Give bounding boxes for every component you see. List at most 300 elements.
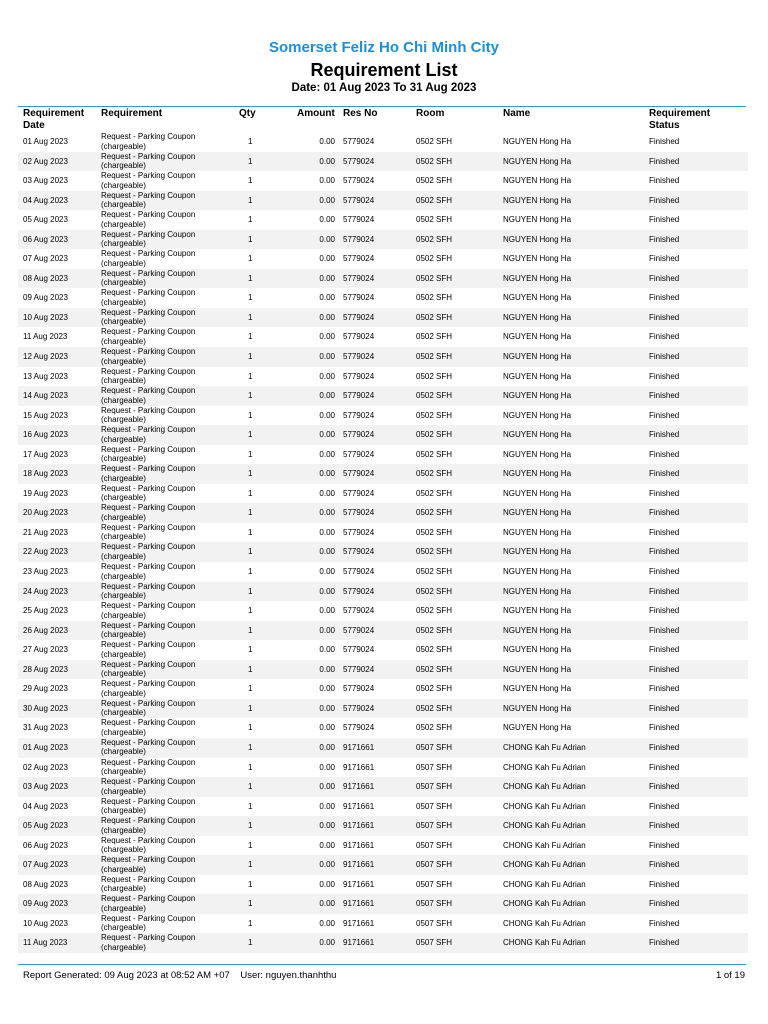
requirement-line-2: (chargeable): [101, 708, 146, 718]
requirement-line-2: (chargeable): [101, 473, 146, 483]
cell-name: NGUYEN Hong Ha: [503, 371, 572, 381]
cell-res-no: 9171661: [343, 801, 375, 811]
cell-amount: 0.00: [319, 410, 335, 420]
cell-status: Finished: [649, 137, 680, 146]
requirement-line-1: Request - Parking Coupon: [101, 171, 196, 181]
requirement-line-1: Request - Parking Coupon: [101, 835, 196, 845]
cell-date: 01 Aug 2023: [23, 137, 68, 146]
cell-requirement: [101, 621, 195, 640]
cell-room: 0502 SFH: [416, 410, 453, 420]
cell-status: Finished: [649, 449, 680, 459]
requirement-line-1: Request - Parking Coupon: [101, 249, 196, 259]
requirement-line-2: (chargeable): [101, 688, 146, 698]
requirement-line-2: (chargeable): [101, 884, 146, 894]
cell-res-no: 5779024: [343, 410, 375, 420]
cell-name: NGUYEN Hong Ha: [503, 703, 572, 713]
requirement-line-1: Request - Parking Coupon: [101, 874, 196, 884]
cell-room: 0502 SFH: [416, 586, 453, 596]
cell-name: CHONG Kah Fu Adrian: [503, 938, 586, 948]
cell-name: NGUYEN Hong Ha: [503, 254, 572, 264]
table-row: [18, 718, 748, 738]
cell-qty: 1: [248, 742, 253, 752]
cell-room: 0502 SFH: [416, 156, 453, 166]
requirement-line-2: (chargeable): [101, 903, 146, 913]
col-header-requirement: Requirement: [101, 108, 163, 119]
cell-requirement: [101, 836, 195, 855]
cell-name: CHONG Kah Fu Adrian: [503, 742, 586, 752]
cell-name: NGUYEN Hong Ha: [503, 156, 572, 166]
requirement-line-1: Request - Parking Coupon: [101, 405, 196, 415]
cell-name: NGUYEN Hong Ha: [503, 410, 572, 420]
cell-amount: 0.00: [319, 312, 335, 322]
cell-qty: 1: [248, 606, 253, 616]
cell-qty: 1: [248, 840, 253, 850]
table-row: [18, 699, 748, 719]
cell-qty: 1: [248, 508, 253, 518]
requirement-line-2: (chargeable): [101, 239, 146, 249]
cell-status: Finished: [649, 723, 680, 733]
cell-res-no: 5779024: [343, 137, 375, 146]
cell-status: Finished: [649, 821, 680, 831]
cell-date: 03 Aug 2023: [23, 176, 68, 186]
requirement-line-1: Request - Parking Coupon: [101, 132, 196, 141]
requirement-line-2: (chargeable): [101, 317, 146, 327]
requirement-line-1: Request - Parking Coupon: [101, 522, 196, 532]
cell-res-no: 5779024: [343, 488, 375, 498]
cell-requirement: [101, 269, 195, 288]
cell-date: 08 Aug 2023: [23, 879, 68, 889]
requirement-line-2: (chargeable): [101, 845, 146, 855]
table-row: [18, 503, 748, 523]
cell-qty: 1: [248, 821, 253, 831]
cell-amount: 0.00: [319, 488, 335, 498]
cell-requirement: [101, 699, 195, 718]
cell-name: NGUYEN Hong Ha: [503, 547, 572, 557]
cell-qty: 1: [248, 352, 253, 362]
requirement-line-2: (chargeable): [101, 864, 146, 874]
cell-date: 11 Aug 2023: [23, 332, 68, 342]
cell-status: Finished: [649, 567, 680, 577]
cell-requirement: [101, 288, 195, 307]
table-row: [18, 249, 748, 269]
cell-name: NGUYEN Hong Ha: [503, 332, 572, 342]
cell-room: 0502 SFH: [416, 293, 453, 303]
cell-res-no: 5779024: [343, 684, 375, 694]
cell-status: Finished: [649, 254, 680, 264]
cell-qty: 1: [248, 567, 253, 577]
requirement-line-1: Request - Parking Coupon: [101, 151, 196, 161]
requirement-line-1: Request - Parking Coupon: [101, 542, 196, 552]
cell-room: 0502 SFH: [416, 645, 453, 655]
requirement-line-2: (chargeable): [101, 630, 146, 640]
cell-name: NGUYEN Hong Ha: [503, 527, 572, 537]
cell-name: NGUYEN Hong Ha: [503, 508, 572, 518]
cell-room: 0507 SFH: [416, 801, 453, 811]
cell-date: 21 Aug 2023: [23, 527, 68, 537]
cell-date: 06 Aug 2023: [23, 234, 68, 244]
cell-qty: 1: [248, 234, 253, 244]
cell-status: Finished: [649, 664, 680, 674]
cell-status: Finished: [649, 625, 680, 635]
cell-amount: 0.00: [319, 645, 335, 655]
table-row: [18, 327, 748, 347]
cell-res-no: 5779024: [343, 469, 375, 479]
cell-amount: 0.00: [319, 762, 335, 772]
requirement-line-2: (chargeable): [101, 376, 146, 386]
cell-qty: 1: [248, 860, 253, 870]
cell-room: 0502 SFH: [416, 449, 453, 459]
cell-res-no: 5779024: [343, 391, 375, 401]
cell-date: 29 Aug 2023: [23, 684, 68, 694]
cell-res-no: 9171661: [343, 742, 375, 752]
cell-res-no: 5779024: [343, 293, 375, 303]
cell-amount: 0.00: [319, 664, 335, 674]
cell-res-no: 5779024: [343, 332, 375, 342]
cell-date: 20 Aug 2023: [23, 508, 68, 518]
requirement-line-1: Request - Parking Coupon: [101, 718, 196, 728]
cell-amount: 0.00: [319, 176, 335, 186]
cell-requirement: [101, 425, 195, 444]
cell-requirement: [101, 894, 195, 913]
cell-room: 0507 SFH: [416, 742, 453, 752]
cell-name: NGUYEN Hong Ha: [503, 469, 572, 479]
cell-res-no: 5779024: [343, 312, 375, 322]
cell-res-no: 5779024: [343, 273, 375, 283]
cell-requirement: [101, 191, 195, 210]
cell-requirement: [101, 367, 195, 386]
cell-qty: 1: [248, 469, 253, 479]
cell-requirement: [101, 171, 195, 190]
cell-date: 05 Aug 2023: [23, 821, 68, 831]
table-row: [18, 542, 748, 562]
cell-qty: 1: [248, 273, 253, 283]
cell-name: NGUYEN Hong Ha: [503, 234, 572, 244]
cell-date: 05 Aug 2023: [23, 215, 68, 225]
requirement-line-2: (chargeable): [101, 258, 146, 268]
cell-date: 15 Aug 2023: [23, 410, 68, 420]
cell-res-no: 9171661: [343, 821, 375, 831]
cell-amount: 0.00: [319, 801, 335, 811]
cell-room: 0502 SFH: [416, 664, 453, 674]
cell-status: Finished: [649, 215, 680, 225]
table-row: [18, 406, 748, 426]
table-row: [18, 425, 748, 445]
table-row: [18, 288, 748, 308]
header-divider: [18, 106, 746, 107]
cell-room: 0502 SFH: [416, 527, 453, 537]
cell-name: NGUYEN Hong Ha: [503, 449, 572, 459]
cell-name: NGUYEN Hong Ha: [503, 586, 572, 596]
cell-amount: 0.00: [319, 899, 335, 909]
requirement-line-2: (chargeable): [101, 649, 146, 659]
cell-res-no: 5779024: [343, 606, 375, 616]
cell-date: 07 Aug 2023: [23, 254, 68, 264]
cell-res-no: 5779024: [343, 449, 375, 459]
requirement-line-2: (chargeable): [101, 454, 146, 464]
requirement-line-1: Request - Parking Coupon: [101, 464, 196, 474]
cell-date: 30 Aug 2023: [23, 703, 68, 713]
requirement-line-2: (chargeable): [101, 141, 146, 151]
cell-status: Finished: [649, 332, 680, 342]
requirement-line-1: Request - Parking Coupon: [101, 855, 196, 865]
cell-name: NGUYEN Hong Ha: [503, 664, 572, 674]
requirement-line-1: Request - Parking Coupon: [101, 307, 196, 317]
cell-room: 0502 SFH: [416, 547, 453, 557]
cell-amount: 0.00: [319, 938, 335, 948]
report-generated: Report Generated: 09 Aug 2023 at 08:52 AM +07: [23, 970, 230, 981]
cell-date: 12 Aug 2023: [23, 352, 68, 362]
table-row: [18, 191, 748, 211]
col-header-res-no: Res No: [343, 108, 378, 119]
requirement-line-1: Request - Parking Coupon: [101, 347, 196, 357]
cell-name: NGUYEN Hong Ha: [503, 195, 572, 205]
cell-requirement: [101, 914, 195, 933]
cell-date: 04 Aug 2023: [23, 801, 68, 811]
cell-name: CHONG Kah Fu Adrian: [503, 899, 586, 909]
cell-status: Finished: [649, 899, 680, 909]
cell-amount: 0.00: [319, 234, 335, 244]
cell-qty: 1: [248, 899, 253, 909]
cell-res-no: 5779024: [343, 723, 375, 733]
cell-amount: 0.00: [319, 449, 335, 459]
table-row: [18, 640, 748, 660]
cell-name: NGUYEN Hong Ha: [503, 430, 572, 440]
table-row: [18, 445, 748, 465]
cell-name: NGUYEN Hong Ha: [503, 723, 572, 733]
cell-qty: 1: [248, 762, 253, 772]
cell-requirement: [101, 816, 195, 835]
table-row: [18, 464, 748, 484]
footer-info: [23, 970, 336, 981]
table-row: [18, 132, 748, 152]
cell-amount: 0.00: [319, 625, 335, 635]
cell-date: 24 Aug 2023: [23, 586, 68, 596]
cell-room: 0502 SFH: [416, 508, 453, 518]
requirement-line-2: (chargeable): [101, 297, 146, 307]
requirement-line-1: Request - Parking Coupon: [101, 620, 196, 630]
requirement-line-1: Request - Parking Coupon: [101, 640, 196, 650]
cell-status: Finished: [649, 527, 680, 537]
cell-status: Finished: [649, 606, 680, 616]
cell-qty: 1: [248, 156, 253, 166]
cell-qty: 1: [248, 312, 253, 322]
cell-requirement: [101, 933, 195, 952]
cell-name: CHONG Kah Fu Adrian: [503, 821, 586, 831]
cell-room: 0507 SFH: [416, 860, 453, 870]
cell-qty: 1: [248, 625, 253, 635]
cell-date: 02 Aug 2023: [23, 762, 68, 772]
cell-name: CHONG Kah Fu Adrian: [503, 762, 586, 772]
cell-amount: 0.00: [319, 567, 335, 577]
cell-requirement: [101, 542, 195, 561]
requirement-line-2: (chargeable): [101, 395, 146, 405]
cell-status: Finished: [649, 352, 680, 362]
cell-qty: 1: [248, 938, 253, 948]
cell-qty: 1: [248, 332, 253, 342]
cell-requirement: [101, 132, 195, 151]
requirement-line-2: (chargeable): [101, 610, 146, 620]
cell-name: NGUYEN Hong Ha: [503, 391, 572, 401]
cell-requirement: [101, 484, 195, 503]
cell-amount: 0.00: [319, 527, 335, 537]
cell-name: CHONG Kah Fu Adrian: [503, 918, 586, 928]
cell-res-no: 9171661: [343, 899, 375, 909]
cell-amount: 0.00: [319, 606, 335, 616]
cell-res-no: 5779024: [343, 645, 375, 655]
table-row: [18, 367, 748, 387]
cell-name: NGUYEN Hong Ha: [503, 215, 572, 225]
cell-amount: 0.00: [319, 293, 335, 303]
table-row: [18, 836, 748, 856]
cell-amount: 0.00: [319, 782, 335, 792]
requirement-line-1: Request - Parking Coupon: [101, 777, 196, 787]
cell-requirement: [101, 855, 195, 874]
cell-status: Finished: [649, 488, 680, 498]
cell-room: 0502 SFH: [416, 371, 453, 381]
requirement-line-1: Request - Parking Coupon: [101, 190, 196, 200]
cell-res-no: 9171661: [343, 762, 375, 772]
table-row: [18, 816, 748, 836]
cell-room: 0507 SFH: [416, 879, 453, 889]
requirement-line-2: (chargeable): [101, 727, 146, 737]
cell-status: Finished: [649, 371, 680, 381]
table-row: [18, 269, 748, 289]
cell-date: 06 Aug 2023: [23, 840, 68, 850]
table-row: [18, 738, 748, 758]
cell-res-no: 5779024: [343, 352, 375, 362]
cell-requirement: [101, 562, 195, 581]
cell-requirement: [101, 210, 195, 229]
cell-res-no: 9171661: [343, 938, 375, 948]
cell-qty: 1: [248, 918, 253, 928]
cell-amount: 0.00: [319, 840, 335, 850]
cell-res-no: 5779024: [343, 508, 375, 518]
requirement-line-2: (chargeable): [101, 180, 146, 190]
cell-requirement: [101, 308, 195, 327]
cell-amount: 0.00: [319, 684, 335, 694]
cell-requirement: [101, 738, 195, 757]
cell-name: NGUYEN Hong Ha: [503, 293, 572, 303]
cell-requirement: [101, 464, 195, 483]
table-row: [18, 679, 748, 699]
table-row: [18, 230, 748, 250]
cell-qty: 1: [248, 195, 253, 205]
cell-amount: 0.00: [319, 742, 335, 752]
requirement-line-1: Request - Parking Coupon: [101, 698, 196, 708]
cell-amount: 0.00: [319, 821, 335, 831]
cell-status: Finished: [649, 586, 680, 596]
col-header-qty: Qty: [239, 108, 256, 119]
cell-qty: 1: [248, 586, 253, 596]
cell-name: CHONG Kah Fu Adrian: [503, 840, 586, 850]
cell-date: 02 Aug 2023: [23, 156, 68, 166]
cell-res-no: 5779024: [343, 195, 375, 205]
cell-status: Finished: [649, 703, 680, 713]
hotel-name: Somerset Feliz Ho Chi Minh City: [268, 39, 500, 56]
requirement-line-1: Request - Parking Coupon: [101, 816, 196, 826]
cell-room: 0507 SFH: [416, 840, 453, 850]
cell-qty: 1: [248, 430, 253, 440]
cell-room: 0502 SFH: [416, 684, 453, 694]
cell-res-no: 9171661: [343, 840, 375, 850]
cell-requirement: [101, 718, 195, 737]
requirement-line-2: (chargeable): [101, 669, 146, 679]
table-row: [18, 523, 748, 543]
cell-date: 09 Aug 2023: [23, 899, 68, 909]
cell-amount: 0.00: [319, 918, 335, 928]
cell-amount: 0.00: [319, 137, 335, 146]
col-header-room: Room: [416, 108, 445, 119]
cell-qty: 1: [248, 391, 253, 401]
requirement-line-1: Request - Parking Coupon: [101, 913, 196, 923]
requirement-line-2: (chargeable): [101, 806, 146, 816]
cell-amount: 0.00: [319, 215, 335, 225]
requirement-line-1: Request - Parking Coupon: [101, 581, 196, 591]
requirement-line-2: (chargeable): [101, 942, 146, 952]
cell-status: Finished: [649, 410, 680, 420]
table-row: [18, 758, 748, 778]
cell-room: 0502 SFH: [416, 312, 453, 322]
cell-name: NGUYEN Hong Ha: [503, 606, 572, 616]
cell-res-no: 5779024: [343, 430, 375, 440]
cell-amount: 0.00: [319, 508, 335, 518]
cell-requirement: [101, 679, 195, 698]
cell-amount: 0.00: [319, 371, 335, 381]
cell-status: Finished: [649, 176, 680, 186]
table-row: [18, 152, 748, 172]
cell-res-no: 5779024: [343, 664, 375, 674]
cell-status: Finished: [649, 312, 680, 322]
cell-amount: 0.00: [319, 879, 335, 889]
table-row: [18, 875, 748, 895]
requirement-line-1: Request - Parking Coupon: [101, 425, 196, 435]
cell-room: 0502 SFH: [416, 567, 453, 577]
col-header-name: Name: [503, 108, 531, 119]
cell-date: 18 Aug 2023: [23, 469, 68, 479]
cell-status: Finished: [649, 293, 680, 303]
requirement-line-1: Request - Parking Coupon: [101, 503, 196, 513]
cell-status: Finished: [649, 430, 680, 440]
requirement-line-1: Request - Parking Coupon: [101, 659, 196, 669]
cell-res-no: 5779024: [343, 234, 375, 244]
table-header: [0, 108, 768, 134]
cell-res-no: 5779024: [343, 215, 375, 225]
requirement-line-1: Request - Parking Coupon: [101, 386, 196, 396]
cell-date: 07 Aug 2023: [23, 860, 68, 870]
requirement-line-1: Request - Parking Coupon: [101, 933, 196, 943]
cell-res-no: 5779024: [343, 176, 375, 186]
report-user: User: nguyen.thanhthu: [240, 970, 337, 981]
cell-date: 08 Aug 2023: [23, 273, 68, 283]
cell-amount: 0.00: [319, 254, 335, 264]
cell-date: 09 Aug 2023: [23, 293, 68, 303]
cell-date: 04 Aug 2023: [23, 195, 68, 205]
requirement-line-1: Request - Parking Coupon: [101, 210, 196, 220]
requirement-line-2: (chargeable): [101, 512, 146, 522]
cell-requirement: [101, 582, 195, 601]
table-row: [18, 621, 748, 641]
cell-date: 17 Aug 2023: [23, 449, 68, 459]
cell-name: CHONG Kah Fu Adrian: [503, 782, 586, 792]
requirement-line-2: (chargeable): [101, 551, 146, 561]
cell-qty: 1: [248, 215, 253, 225]
col-header-amount: Amount: [297, 108, 335, 119]
cell-room: 0502 SFH: [416, 176, 453, 186]
table-row: [18, 210, 748, 230]
requirement-line-2: (chargeable): [101, 161, 146, 171]
cell-requirement: [101, 777, 195, 796]
cell-date: 23 Aug 2023: [23, 567, 68, 577]
